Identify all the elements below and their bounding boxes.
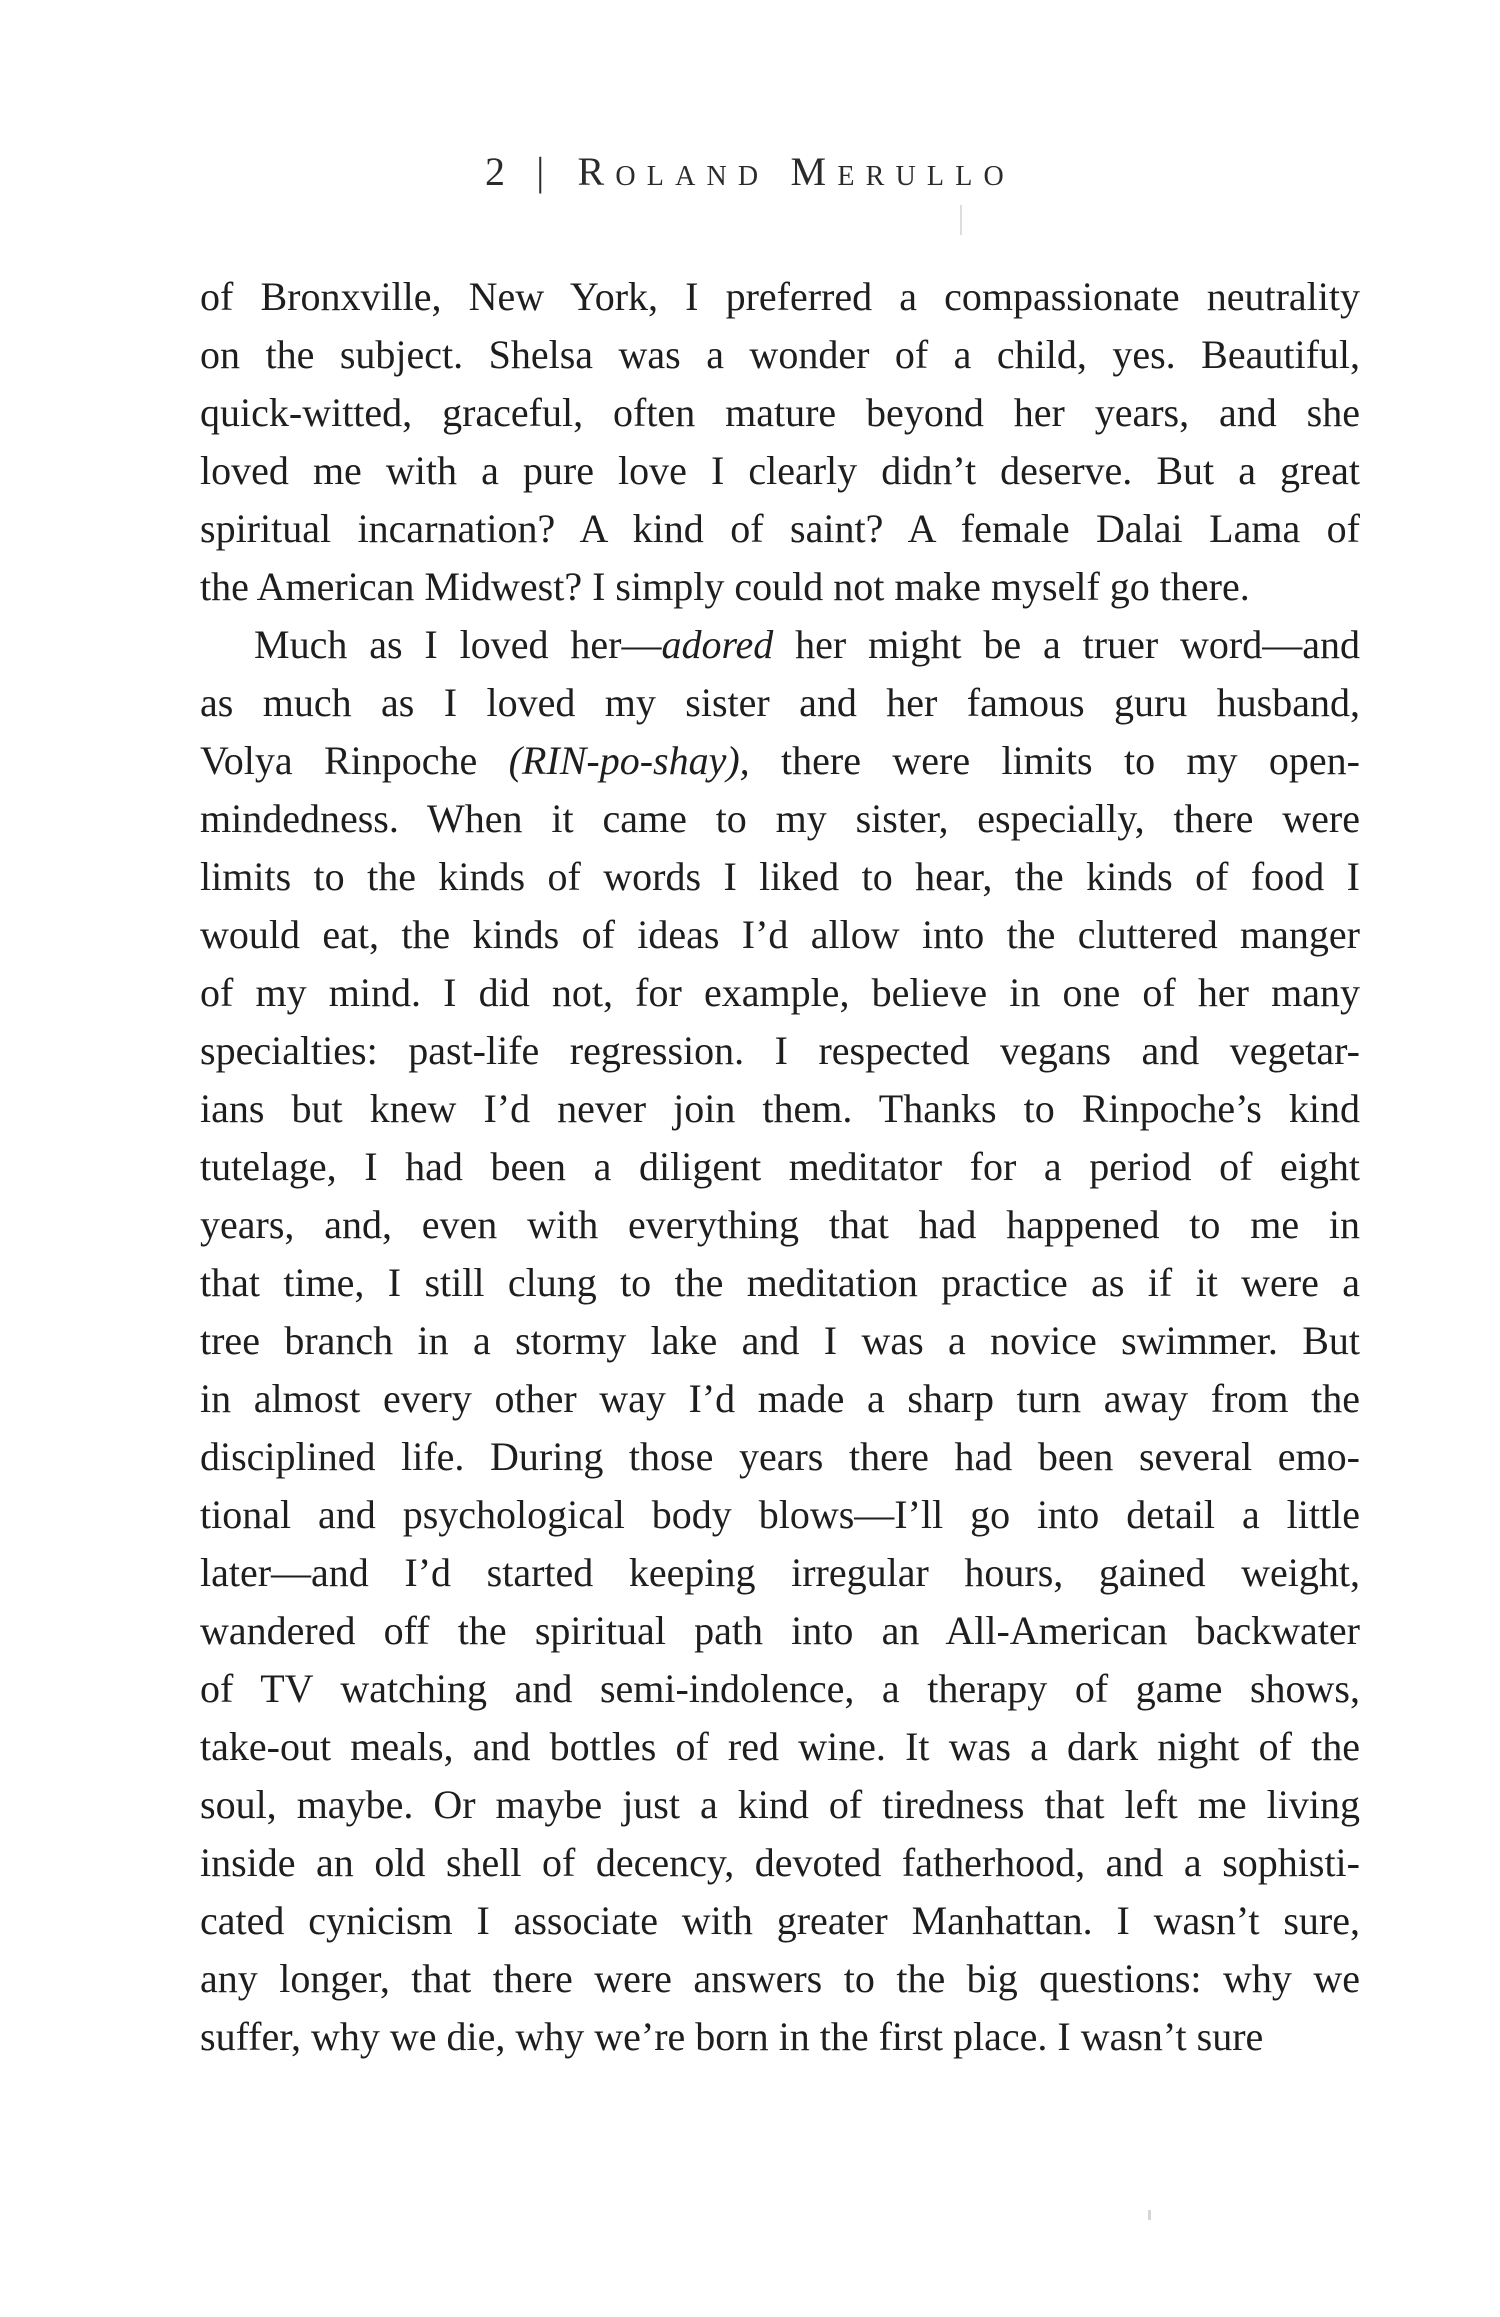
text-line: of Bronxville, New York, I preferred a compassionate neutrality xyxy=(200,274,1360,319)
text-line: tional and psychological body blows—I’ll go into detail a little xyxy=(200,1492,1360,1537)
text-line xyxy=(200,732,1360,790)
text-line: of TV watching and semi-indolence, a therapy of game shows, xyxy=(200,1666,1360,1711)
text-line: suffer, why we die, why we’re born in the first place. I wasn’t sure xyxy=(200,2014,1264,2059)
author-name: Roland Merullo xyxy=(577,149,1015,194)
text-line: any longer, that there were answers to the big questions: why we xyxy=(200,1956,1360,2001)
text-line: as much as I loved my sister and her famous guru husband, xyxy=(200,680,1360,725)
text-line: soul, maybe. Or maybe just a kind of tiredness that left me living xyxy=(200,1782,1360,1827)
text-line: tutelage, I had been a diligent meditator for a period of eight xyxy=(200,1144,1360,1189)
italic-text: (RIN-po-shay), xyxy=(508,738,750,783)
text-line: years, and, even with everything that had happened to me in xyxy=(200,1202,1360,1247)
text-line: take-out meals, and bottles of red wine. It was a dark night of the xyxy=(200,1724,1360,1769)
text-line: ians but knew I’d never join them. Thanks to Rinpoche’s kind xyxy=(200,1086,1360,1131)
scan-speck xyxy=(1148,2210,1151,2220)
text-line: would eat, the kinds of ideas I’d allow into the cluttered manger xyxy=(200,912,1360,957)
text-line: inside an old shell of decency, devoted fatherhood, and a sophisti- xyxy=(200,1840,1360,1885)
text-line: on the subject. Shelsa was a wonder of a child, yes. Beautiful, xyxy=(200,332,1360,377)
page-number: 2 xyxy=(485,149,507,194)
text-line: spiritual incarnation? A kind of saint? A female Dalai Lama of xyxy=(200,506,1360,551)
text-line: wandered off the spiritual path into an All-American backwater xyxy=(200,1608,1360,1653)
text-line: quick-witted, graceful, often mature beyond her years, and she xyxy=(200,390,1360,435)
text-line: the American Midwest? I simply could not make myself go there. xyxy=(200,564,1250,609)
text-line: in almost every other way I’d made a sharp turn away from the xyxy=(200,1376,1360,1421)
text-line: mindedness. When it came to my sister, especially, there were xyxy=(200,796,1360,841)
paragraph-1 xyxy=(200,268,1360,616)
text-run: Much as I loved her— xyxy=(254,622,662,667)
text-line: disciplined life. During those years there had been several emo- xyxy=(200,1434,1360,1479)
text-run: her might be a truer word—and xyxy=(773,622,1360,667)
italic-text: adored xyxy=(661,622,774,667)
text-line xyxy=(200,616,1360,674)
text-line: specialties: past-life regression. I respected vegans and vegetar- xyxy=(200,1028,1360,1073)
body-text xyxy=(200,268,1360,2066)
header-separator: | xyxy=(536,149,546,194)
text-line: of my mind. I did not, for example, believe in one of her many xyxy=(200,970,1360,1015)
text-run: there were limits to my open- xyxy=(749,738,1360,783)
text-line: cated cynicism I associate with greater Manhattan. I wasn’t sure, xyxy=(200,1898,1360,1943)
scan-speck xyxy=(960,205,962,235)
text-line: limits to the kinds of words I liked to hear, the kinds of food I xyxy=(200,854,1360,899)
paragraph-2 xyxy=(200,616,1360,2066)
text-run: Volya Rinpoche xyxy=(200,738,509,783)
text-line: later—and I’d started keeping irregular hours, gained weight, xyxy=(200,1550,1360,1595)
text-line: loved me with a pure love I clearly didn’t deserve. But a great xyxy=(200,448,1360,493)
running-head xyxy=(0,148,1500,195)
text-line: that time, I still clung to the meditation practice as if it were a xyxy=(200,1260,1360,1305)
text-line: tree branch in a stormy lake and I was a novice swimmer. But xyxy=(200,1318,1360,1363)
